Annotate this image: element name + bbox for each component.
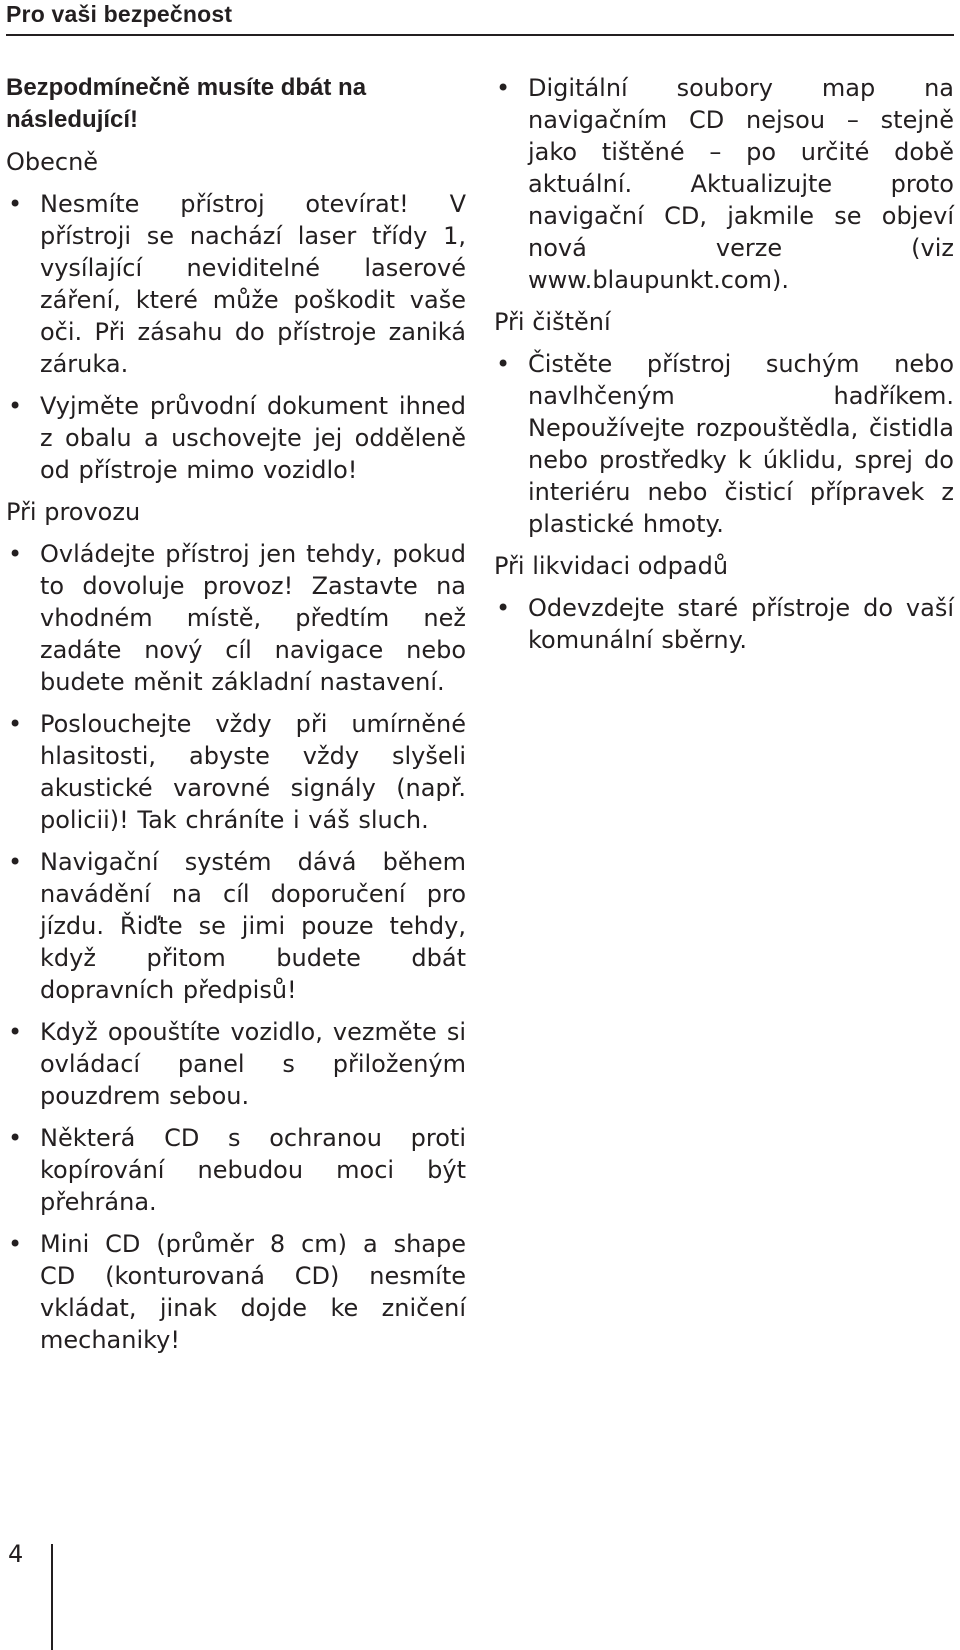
section-title-cleaning: Při čištění xyxy=(494,308,611,336)
right-column xyxy=(494,72,954,666)
bullet-icon: • xyxy=(8,540,23,568)
intro-heading: Bezpodmínečně musíte dbát na následující! xyxy=(6,74,367,133)
bullet-icon: • xyxy=(8,392,23,420)
list-item-text: Odevzdejte staré přístroje do vaší komunální sběrny. xyxy=(528,594,954,654)
bullet-icon: • xyxy=(8,1230,23,1258)
list-item xyxy=(6,390,466,486)
list-item xyxy=(494,72,954,296)
bullet-icon: • xyxy=(496,74,511,102)
list-item-text: Mini CD (průměr 8 cm) a shape CD (konturovaná CD) nesmíte vkládat, jinak dojde ke zničení mechaniky! xyxy=(40,1230,466,1354)
list-item xyxy=(494,592,954,656)
bullet-icon: • xyxy=(496,594,511,622)
list-item xyxy=(6,538,466,698)
left-column xyxy=(6,72,466,1366)
list-item-text: Digitální soubory map na navigačním CD nejsou – stejně jako tištěné – po určité době aktuální. Aktualizujte proto navigační CD, jakmile se objeví nová verze (viz www.blaupunkt.com). xyxy=(528,74,954,294)
page-header-title: Pro vaši bezpečnost xyxy=(6,1,233,27)
list-item xyxy=(494,348,954,540)
bullet-icon: • xyxy=(8,1018,23,1046)
section-title-disposal: Při likvidaci odpadů xyxy=(494,552,729,580)
section-title-operation: Při provozu xyxy=(6,498,141,526)
list-item-text: Čistěte přístroj suchým nebo navlhčeným hadříkem. Nepoužívejte rozpouštědla, čistidla nebo prostředky k úklidu, sprej do interiéru nebo čisticí přípravek z plastické hmoty. xyxy=(528,350,954,538)
bullet-icon: • xyxy=(8,190,23,218)
list-item-text: Když opouštíte vozidlo, vezměte si ovládací panel s přiloženým pouzdrem sebou. xyxy=(40,1018,466,1110)
list-item-text: Některá CD s ochranou proti kopírování nebudou moci být přehrána. xyxy=(40,1124,466,1216)
bullet-list-operation xyxy=(6,538,466,1356)
bullet-icon: • xyxy=(496,350,511,378)
bullet-icon: • xyxy=(8,848,23,876)
bullet-list-maps xyxy=(494,72,954,296)
bullet-list-cleaning xyxy=(494,348,954,540)
bullet-icon: • xyxy=(8,1124,23,1152)
list-item xyxy=(6,1228,466,1356)
list-item-text: Poslouchejte vždy při umírněné hlasitosti, abyste vždy slyšeli akustické varovné signály (např. policii)! Tak chráníte i váš sluch. xyxy=(40,710,466,834)
bullet-icon: • xyxy=(8,710,23,738)
list-item xyxy=(6,708,466,836)
list-item-text: Ovládejte přístroj jen tehdy, pokud to dovoluje provoz! Zastavte na vhodném místě, předtím než zadáte nový cíl navigace nebo budete měnit základní nastavení. xyxy=(40,540,466,696)
bullet-list-disposal xyxy=(494,592,954,656)
header-divider xyxy=(6,34,954,36)
list-item xyxy=(6,188,466,380)
list-item xyxy=(6,1122,466,1218)
list-item xyxy=(6,1016,466,1112)
page-number: 4 xyxy=(8,1540,24,1568)
list-item-text: Navigační systém dává během navádění na cíl doporučení pro jízdu. Řiďte se jimi pouze tehdy, když přitom budete dbát dopravních předpisů! xyxy=(40,848,466,1004)
section-title-general: Obecně xyxy=(6,148,99,176)
list-item-text: Vyjměte průvodní dokument ihned z obalu a uschovejte jej odděleně od přístroje mimo vozidlo! xyxy=(40,392,466,484)
bullet-list-general xyxy=(6,188,466,486)
footer-vertical-divider xyxy=(51,1544,53,1650)
list-item xyxy=(6,846,466,1006)
list-item-text: Nesmíte přístroj otevírat! V přístroji se nachází laser třídy 1, vysílající neviditelné laserové záření, které může poškodit vaše oči. Při zásahu do přístroje zaniká záruka. xyxy=(40,190,466,378)
